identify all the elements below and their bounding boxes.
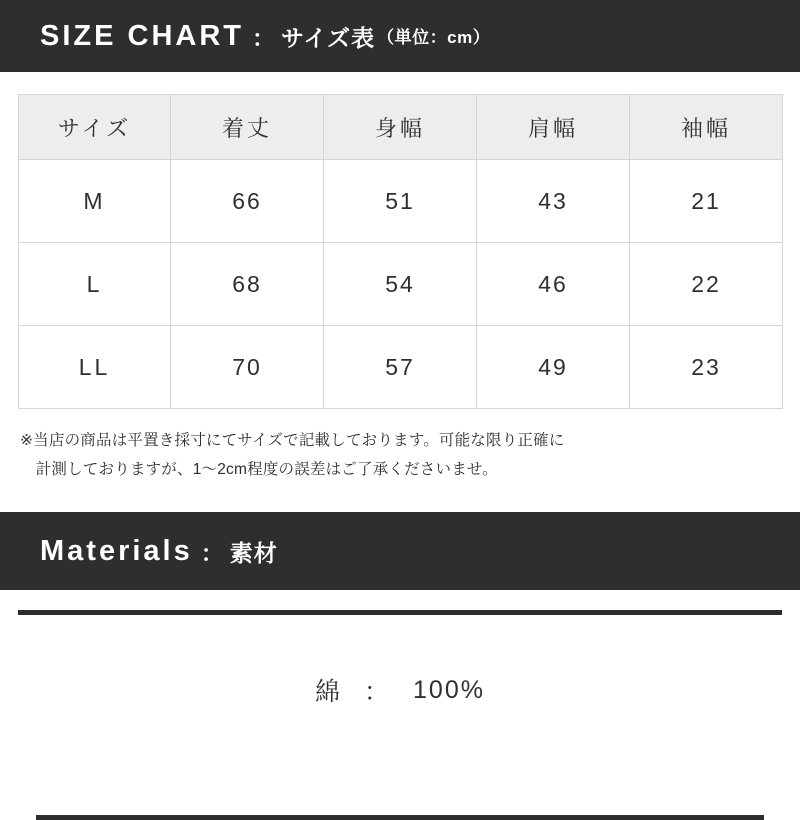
column-header-sleeve-width: 袖幅	[630, 95, 783, 160]
materials-divider-bottom	[36, 815, 764, 820]
size-table	[18, 94, 783, 409]
material-separator: ：	[364, 678, 392, 707]
size-table-wrapper	[0, 72, 800, 409]
size-table-head	[19, 95, 783, 160]
cell-l-length: 68	[171, 243, 324, 326]
cell-ll-shoulder-width: 49	[477, 326, 630, 409]
size-chart-title-en: SIZE CHART	[40, 19, 244, 52]
materials-title-jp: 素材	[229, 539, 278, 566]
table-row	[19, 160, 783, 243]
materials-header-band	[0, 512, 800, 590]
column-header-size: サイズ	[19, 95, 171, 160]
materials-title-colon: ：	[200, 539, 224, 566]
table-row	[19, 326, 783, 409]
cell-m-chest-width: 51	[324, 160, 477, 243]
measurement-note-line-2: 計測しておりますが、1〜2cm程度の誤差はご了承くださいませ。	[20, 460, 498, 478]
material-value: 100%	[413, 675, 485, 704]
cell-l-chest-width: 54	[324, 243, 477, 326]
size-chart-header-band	[0, 0, 800, 72]
materials-title-en: Materials	[40, 534, 193, 567]
list-item	[0, 615, 800, 765]
size-chart-title-jp: サイズ表	[281, 24, 376, 51]
cell-size-ll: LL	[19, 326, 171, 409]
size-chart-unit-note: （単位：cm）	[377, 27, 491, 47]
cell-m-length: 66	[171, 160, 324, 243]
cell-m-sleeve-width: 21	[630, 160, 783, 243]
materials-body	[0, 610, 800, 820]
cell-l-shoulder-width: 46	[477, 243, 630, 326]
size-chart-title-colon: ：	[252, 24, 275, 51]
cell-ll-chest-width: 57	[324, 326, 477, 409]
column-header-shoulder-width: 肩幅	[477, 95, 630, 160]
measurement-note	[0, 409, 800, 484]
size-table-body	[19, 160, 783, 409]
measurement-note-line-1: ※当店の商品は平置き採寸にてサイズで記載しております。可能な限り正確に	[20, 432, 565, 449]
cell-ll-sleeve-width: 23	[630, 326, 783, 409]
column-header-chest-width: 身幅	[324, 95, 477, 160]
material-name: 綿	[315, 678, 343, 707]
cell-size-l: L	[19, 243, 171, 326]
table-header-row	[19, 95, 783, 160]
column-header-length: 着丈	[171, 95, 324, 160]
table-row	[19, 243, 783, 326]
cell-m-shoulder-width: 43	[477, 160, 630, 243]
cell-size-m: M	[19, 160, 171, 243]
cell-ll-length: 70	[171, 326, 324, 409]
cell-l-sleeve-width: 22	[630, 243, 783, 326]
